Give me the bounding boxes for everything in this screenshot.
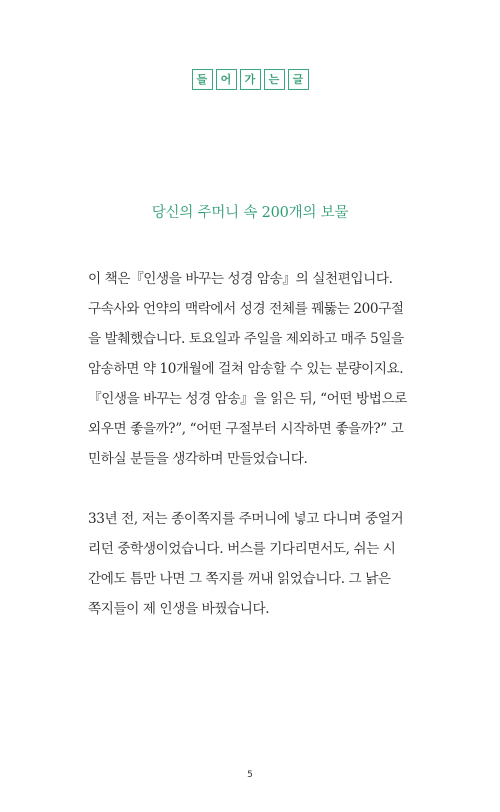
text-line: 을 발췌했습니다. 토요일과 주일을 제외하고 매주 5일을 — [88, 331, 404, 347]
chapter-label-char: 어 — [216, 69, 237, 90]
chapter-label-char: 가 — [240, 69, 261, 90]
chapter-label-char: 글 — [288, 69, 309, 90]
paragraph — [88, 504, 418, 624]
text-line: 33년 전, 저는 종이쪽지를 주머니에 넣고 다니며 중얼거 — [88, 511, 404, 527]
text-line: 암송하면 약 10개월에 걸쳐 암송할 수 있는 분량이지요. — [88, 361, 404, 377]
paragraph — [88, 264, 418, 474]
text-line: 『인생을 바꾸는 성경 암송』을 읽은 뒤, “어떤 방법으로 — [88, 391, 407, 407]
text-line: 쪽지들이 제 인생을 바꿨습니다. — [88, 601, 270, 617]
chapter-label-char: 는 — [264, 69, 285, 90]
text-line: 리던 중학생이었습니다. 버스를 기다리면서도, 쉬는 시 — [88, 541, 396, 557]
text-line: 간에도 틈만 나면 그 쪽지를 꺼내 읽었습니다. 그 낡은 — [88, 571, 391, 587]
page-number: 5 — [247, 770, 253, 780]
text-line: 구속사와 언약의 맥락에서 성경 전체를 꿰뚫는 200구절 — [88, 301, 404, 317]
text-line: 이 책은『인생을 바꾸는 성경 암송』의 실천편입니다. — [88, 271, 393, 287]
body-text — [88, 264, 418, 624]
chapter-label-boxes — [192, 69, 309, 90]
chapter-label-char: 들 — [192, 69, 213, 90]
section-subtitle: 당신의 주머니 속 200개의 보물 — [151, 205, 349, 221]
chapter-label — [0, 69, 500, 90]
text-line: 민하실 분들을 생각하며 만들었습니다. — [88, 451, 308, 467]
text-line: 외우면 좋을까?”, “어떤 구절부터 시작하면 좋을까?” 고 — [88, 421, 404, 437]
paragraph-gap — [88, 474, 418, 504]
